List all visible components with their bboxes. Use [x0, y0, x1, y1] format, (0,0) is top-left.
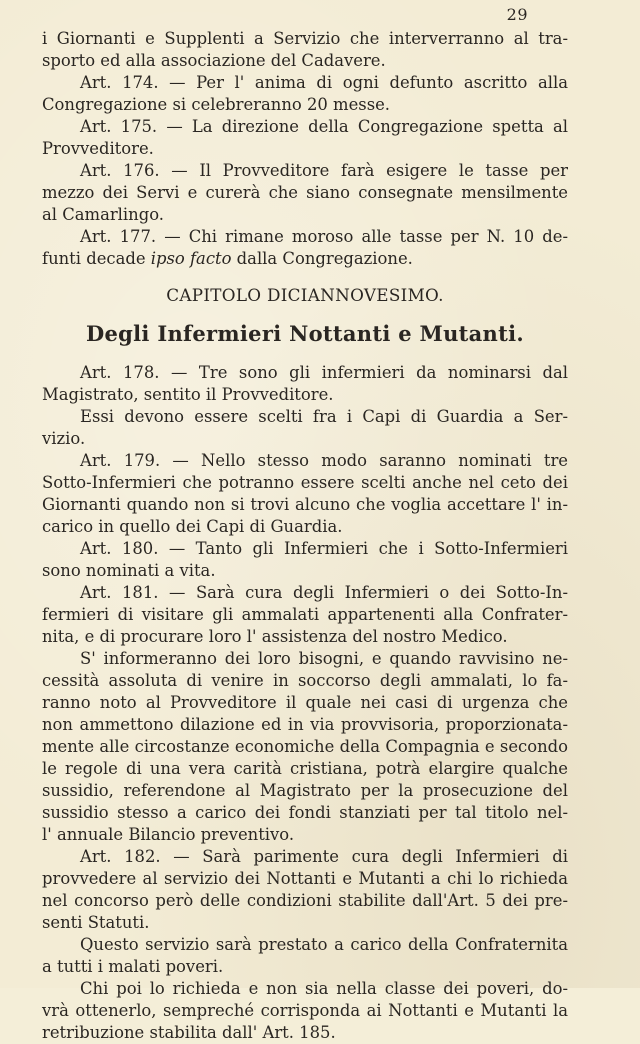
paragraph — [42, 582, 568, 648]
section-title: Degli Infermieri Nottanti e Mutanti. — [86, 321, 524, 346]
text-line — [42, 248, 568, 270]
paragraph — [42, 72, 568, 116]
paragraph — [42, 160, 568, 226]
text-line: l' annuale Bilancio preventivo. — [42, 825, 295, 844]
chapter-title: CAPITOLO DICIANNOVESIMO. — [166, 285, 444, 305]
page-number: 29 — [506, 5, 528, 24]
text-line: S' informeranno dei loro bisogni, e quando ravvisino ne- — [80, 649, 568, 668]
text-line: Chi poi lo richieda e non sia nella classe dei poveri, do- — [80, 979, 568, 998]
text-line: senti Statuti. — [42, 913, 150, 932]
paragraph — [42, 362, 568, 406]
paragraph — [42, 406, 568, 450]
italic-phrase: ipso facto — [150, 249, 232, 268]
text-line: sono nominati a vita. — [42, 561, 216, 580]
text-line: mezzo dei Servi e curerà che siano consegnate mensilmente — [42, 183, 568, 202]
paragraph — [42, 934, 568, 978]
text-line: Magistrato, sentito il Provveditore. — [42, 385, 334, 404]
text-line: Questo servizio sarà prestato a carico della Confraternita — [80, 935, 568, 954]
paragraph — [42, 28, 568, 72]
text-line: Provveditore. — [42, 139, 154, 158]
text-block — [42, 28, 568, 1044]
text-line: vizio. — [42, 429, 86, 448]
paragraph — [42, 116, 568, 160]
text-line: provvedere al servizio dei Nottanti e Mutanti a chi lo richieda — [42, 869, 568, 888]
text-line: al Camarlingo. — [42, 205, 165, 224]
text-line: Art. 175. — La direzione della Congregazione spetta al — [80, 117, 568, 136]
text-line: Art. 174. — Per l' anima di ogni defunto ascritto alla — [80, 73, 568, 92]
text-line: Sotto-Infermieri che potranno essere scelti anche nel ceto dei — [42, 473, 568, 492]
paragraph — [42, 648, 568, 846]
text-line: a tutti i malati poveri. — [42, 957, 224, 976]
text-line: Art. 182. — Sarà parimente cura degli Infermieri di — [80, 847, 568, 866]
text-line: Art. 179. — Nello stesso modo saranno nominati tre — [80, 451, 568, 470]
text-line: ranno noto al Provveditore il quale nei casi di urgenza che — [42, 693, 568, 712]
paragraph — [42, 450, 568, 538]
paragraph — [42, 846, 568, 934]
text-line: Art. 178. — Tre sono gli infermieri da nominarsi dal — [80, 363, 568, 382]
text-line: retribuzione stabilita dall' Art. 185. — [42, 1023, 336, 1042]
text-line: sussidio, referendone al Magistrato per la prosecuzione del — [42, 781, 568, 800]
text-line: Essi devono essere scelti fra i Capi di Guardia a Ser- — [80, 407, 568, 426]
text-line: carico in quello dei Capi di Guardia. — [42, 517, 343, 536]
paragraph-art-177 — [42, 226, 568, 270]
text-line: Art. 180. — Tanto gli Infermieri che i Sotto-Infermieri — [80, 539, 568, 558]
text-line: sussidio stesso a carico dei fondi stanziati per tal titolo nel- — [42, 803, 568, 822]
text-line: Art. 177. — Chi rimane moroso alle tasse per N. 10 de- — [80, 227, 568, 246]
text-line: Giornanti quando non si trovi alcuno che voglia accettare l' in- — [42, 495, 568, 514]
text-line: Congregazione si celebreranno 20 messe. — [42, 95, 391, 114]
text-line: fermieri di visitare gli ammalati appartenenti alla Confrater- — [42, 605, 568, 624]
text-line: Art. 181. — Sarà cura degli Infermieri o dei Sotto-In- — [80, 583, 568, 602]
text-run: dalla Congregazione. — [231, 249, 413, 268]
paragraphs-top — [42, 28, 568, 226]
text-line: nel concorso però delle condizioni stabilite dall'Art. 5 dei pre- — [42, 891, 568, 910]
paragraph — [42, 538, 568, 582]
text-line: Art. 176. — Il Provveditore farà esigere le tasse per — [80, 161, 568, 180]
paragraphs-bottom — [42, 362, 568, 1044]
text-line: sporto ed alla associazione del Cadavere. — [42, 51, 386, 70]
text-line: i Giornanti e Supplenti a Servizio che interverranno al tra- — [42, 29, 568, 48]
text-line: le regole di una vera carità cristiana, potrà elargire qualche — [42, 759, 568, 778]
text-line: non ammettono dilazione ed in via provvisoria, proporzionata- — [42, 715, 568, 734]
text-run: funti decade — [42, 249, 151, 268]
text-line: cessità assoluta di venire in soccorso degli ammalati, lo fa- — [42, 671, 568, 690]
text-line: vrà ottenerlo, sempreché corrisponda ai Nottanti e Mutanti la — [42, 1001, 568, 1020]
text-line: mente alle circostanze economiche della Compagnia e secondo — [42, 737, 568, 756]
text-line: nita, e di procurare loro l' assistenza del nostro Medico. — [42, 627, 508, 646]
